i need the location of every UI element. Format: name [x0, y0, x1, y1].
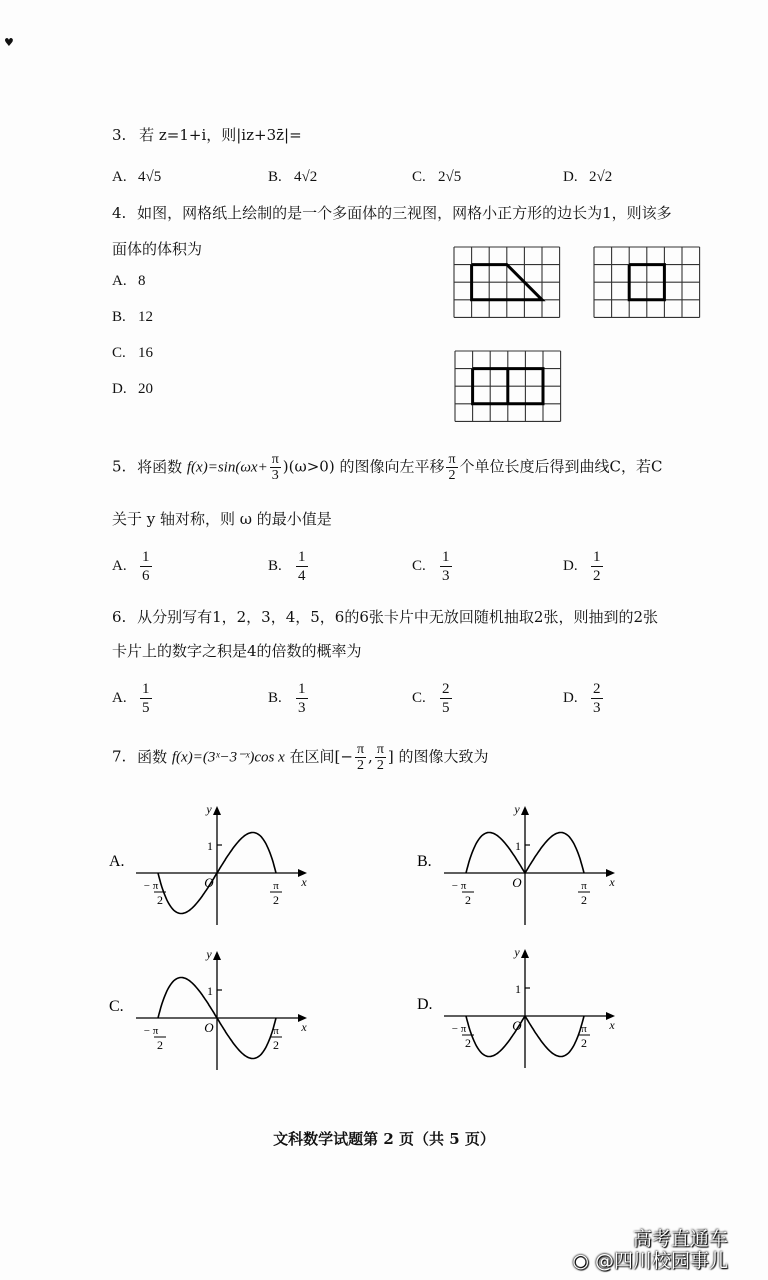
stem-text: 函数: [137, 747, 168, 766]
origin-label: O: [204, 1020, 214, 1035]
denominator: 5: [442, 700, 450, 716]
fraction-pi-2: [355, 742, 366, 773]
question-number: 5.: [112, 457, 127, 476]
function-expression: f(x)=sin(ωx+: [186, 459, 268, 476]
question-stem-line2: 面体的体积为: [112, 240, 203, 258]
option-label: D.: [563, 690, 578, 706]
q3-option-d: [563, 169, 612, 186]
denominator: 4: [298, 568, 306, 584]
graph-label: D.: [417, 996, 433, 1013]
origin-label: O: [204, 875, 214, 890]
numerator: 1: [442, 549, 450, 565]
option-label: C.: [412, 169, 426, 185]
option-label: C.: [112, 345, 126, 361]
numerator: π: [271, 452, 279, 467]
denominator: 2: [376, 758, 384, 773]
q6-option-c: [412, 680, 454, 717]
question-number: 6.: [112, 608, 127, 626]
interval-separator: ,: [368, 747, 373, 766]
graph-option-c: [109, 947, 307, 1070]
question-number: 4.: [112, 204, 127, 222]
question-stem-line1: 从分别写有1，2，3，4，5，6的6张卡片中无放回随机抽取2张，则抽到的2张: [137, 608, 658, 626]
option-value: 2√2: [589, 169, 613, 185]
numerator: 1: [593, 549, 601, 565]
q4-option-d: [112, 381, 153, 398]
x-axis-label: x: [609, 1018, 615, 1032]
watermark-handle: @四川校园事儿: [594, 1250, 728, 1272]
y-axis-label: y: [206, 947, 212, 961]
option-label: C.: [412, 558, 426, 574]
option-label: A.: [112, 169, 127, 185]
q5-option-a: [112, 548, 154, 585]
option-label: B.: [268, 690, 282, 706]
denominator: 6: [142, 568, 150, 584]
y-tick-label: 1: [515, 839, 521, 853]
watermark-line1: 高考直通车: [632, 1228, 728, 1250]
y-tick-label: 1: [207, 839, 213, 853]
graph-option-a: [109, 802, 307, 925]
option-value: 20: [138, 381, 153, 397]
neg-half-pi-numerator: − π: [143, 1025, 159, 1037]
half-pi-numerator: π: [273, 1025, 279, 1037]
half-pi-denominator: 2: [273, 1038, 279, 1052]
neg-half-pi-denominator: 2: [465, 893, 471, 907]
fraction-pi-2: [375, 742, 386, 773]
fraction-pi-3: [270, 452, 281, 483]
origin-label: O: [512, 875, 522, 890]
q4-option-c: [112, 345, 153, 362]
q3-option-b: [268, 169, 317, 186]
q3-option-a: [112, 169, 161, 186]
q6-option-b: [268, 680, 310, 717]
neg-half-pi-numerator: − π: [451, 880, 467, 892]
q6-option-d: [563, 680, 605, 717]
numerator: 1: [298, 549, 306, 565]
option-fraction: [440, 680, 452, 717]
interval-close: ]: [387, 747, 394, 766]
question-5: [112, 452, 663, 483]
neg-half-pi-denominator: 2: [157, 893, 163, 907]
option-fraction: [591, 548, 603, 585]
stem-text: 将函数: [137, 457, 183, 476]
question-stem-line2: 卡片上的数字之积是4的倍数的概率为: [112, 642, 362, 660]
y-axis-label: y: [206, 802, 212, 816]
option-label: D.: [563, 169, 578, 185]
option-fraction: [296, 548, 308, 585]
denominator: 3: [298, 700, 306, 716]
graph-label: C.: [109, 998, 124, 1015]
question-6: [112, 606, 658, 627]
y-axis-arrow-icon: [213, 806, 221, 815]
denominator: 2: [356, 758, 364, 773]
numerator: 2: [442, 681, 450, 697]
half-pi-denominator: 2: [581, 893, 587, 907]
graph-label: B.: [417, 853, 432, 870]
stem-text: 个单位长度后得到曲线C，若C: [459, 457, 663, 476]
option-fraction: [296, 680, 308, 717]
neg-half-pi-denominator: 2: [465, 1036, 471, 1050]
x-axis-label: x: [301, 875, 307, 889]
denominator: 2: [593, 568, 601, 584]
fraction-pi-2: [446, 452, 457, 483]
weibo-icon: ◉: [572, 1250, 595, 1272]
neg-half-pi-denominator: 2: [157, 1038, 163, 1052]
option-label: B.: [268, 169, 282, 185]
y-axis-label: y: [514, 802, 520, 816]
q5-option-d: [563, 548, 605, 585]
origin-label: O: [512, 1018, 522, 1033]
option-label: B.: [112, 309, 126, 325]
y-axis-arrow-icon: [213, 951, 221, 960]
numerator: π: [376, 742, 384, 757]
option-value: 16: [138, 345, 153, 361]
option-fraction: [440, 548, 452, 585]
numerator: π: [356, 742, 365, 757]
numerator: 1: [298, 681, 306, 697]
top-view: [455, 351, 561, 421]
option-label: A.: [112, 273, 127, 289]
option-value: 12: [138, 309, 153, 325]
option-label: D.: [112, 381, 127, 397]
option-fraction: [591, 680, 603, 717]
option-value: 2√5: [438, 169, 462, 185]
q4-option-b: [112, 309, 153, 326]
question-stem-line1: 如图，网格纸上绘制的是一个多面体的三视图，网格小正方形的边长为1，则该多: [137, 204, 672, 222]
option-value: 8: [138, 273, 146, 289]
graph-option-b: [417, 802, 615, 925]
stem-text: 的图像大致为: [398, 747, 489, 766]
question-stem: 若 z=1+i，则|iz+3z̄|=: [139, 126, 302, 144]
numerator: π: [448, 452, 456, 467]
option-label: B.: [268, 558, 282, 574]
half-pi-numerator: π: [581, 1023, 587, 1035]
question-3: [112, 124, 302, 145]
option-label: A.: [112, 558, 127, 574]
q5-option-c: [412, 548, 454, 585]
q6-option-a: [112, 680, 154, 717]
option-label: A.: [112, 690, 127, 706]
numerator: 1: [142, 681, 150, 697]
graph-option-d: [417, 945, 615, 1068]
half-pi-denominator: 2: [581, 1036, 587, 1050]
stem-text: 在区间: [289, 747, 335, 766]
half-pi-numerator: π: [273, 880, 279, 892]
numerator: 2: [593, 681, 601, 697]
q5-option-b: [268, 548, 310, 585]
q4-option-a: [112, 273, 146, 290]
y-axis-arrow-icon: [521, 949, 529, 958]
side-view: [594, 247, 700, 317]
y-axis-label: y: [514, 945, 520, 959]
neg-half-pi-numerator: − π: [451, 1023, 467, 1035]
front-view: [454, 247, 560, 317]
watermark-line2: [572, 1250, 728, 1272]
y-axis-arrow-icon: [521, 806, 529, 815]
option-label: C.: [412, 690, 426, 706]
option-fraction: [140, 680, 152, 717]
option-value: 4√2: [294, 169, 318, 185]
question-stem-line2: 关于 y 轴对称，则 ω 的最小值是: [112, 510, 332, 528]
y-tick-label: 1: [515, 982, 521, 996]
question-4: [112, 202, 672, 223]
half-pi-denominator: 2: [273, 893, 279, 907]
three-view-drawing: [440, 240, 740, 440]
option-label: D.: [563, 558, 578, 574]
question-number: 7.: [112, 747, 127, 766]
question-7: [112, 742, 489, 773]
question-number: 3.: [112, 126, 127, 144]
option-value: 4√5: [138, 169, 162, 185]
q3-option-c: [412, 169, 461, 186]
denominator: 2: [448, 468, 456, 483]
stem-text: )(ω>0) 的图像向左平移: [282, 457, 445, 476]
graph-label: A.: [109, 853, 125, 870]
x-axis-label: x: [609, 875, 615, 889]
graph-options: [0, 780, 768, 1110]
interval-open: [−: [334, 747, 353, 766]
denominator: 3: [593, 700, 601, 716]
neg-half-pi-numerator: − π: [143, 880, 159, 892]
function-expression: f(x)=(3ˣ−3⁻ˣ)cos x: [171, 749, 285, 766]
numerator: 1: [142, 549, 150, 565]
denominator: 5: [142, 700, 150, 716]
y-tick-label: 1: [207, 984, 213, 998]
corner-mark: ♥: [4, 36, 14, 49]
option-fraction: [140, 548, 152, 585]
page-footer: 文科数学试题第 2 页（共 5 页）: [273, 1130, 495, 1148]
denominator: 3: [442, 568, 450, 584]
x-axis-label: x: [301, 1020, 307, 1034]
denominator: 3: [271, 468, 279, 483]
half-pi-numerator: π: [581, 880, 587, 892]
watermark: [572, 1228, 728, 1272]
